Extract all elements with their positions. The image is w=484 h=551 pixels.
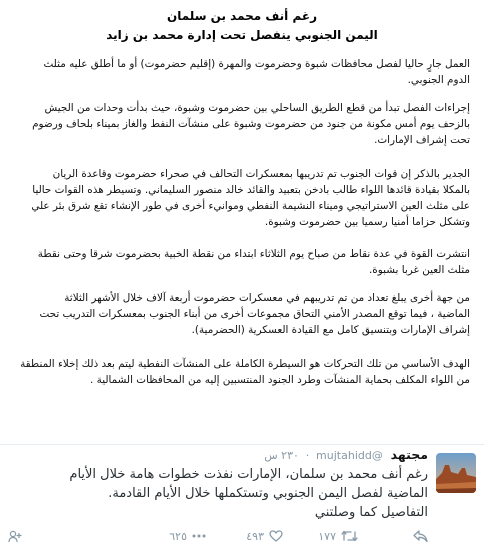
more-count: ٦٢٥ xyxy=(169,529,187,543)
article-line: من جهة أخرى يبلغ تعداد من تم تدريبهم في معسكرات حضرموت أربعة آلاف خلال الأشهر الثلاثة xyxy=(64,292,470,304)
tweet-time[interactable]: ٢٣٠ س xyxy=(264,449,299,462)
article-line: من اللواء المكلف بحماية المنشآت وطرد الجنود المنتسبين إليه من المحافظات الشمالية . xyxy=(90,374,470,386)
retweet-icon xyxy=(341,530,358,542)
article-line: انتشرت القوة في عدة نقاط من صباح يوم الثلاثاء ابتداء من نقطة الخبية بحضرموت شرقا وحتى نقطة xyxy=(37,248,470,260)
tweet-header xyxy=(264,447,428,465)
article-paragraph-1 xyxy=(14,56,470,88)
like-button[interactable] xyxy=(246,527,283,545)
avatar[interactable] xyxy=(436,453,476,493)
article-line: بالزحف يوم أمس مكونة من جنود من حضرموت وشبوة على منشآت النفط والغاز بميناء بلحاف ورضوم xyxy=(32,118,470,130)
reply-button[interactable] xyxy=(413,527,428,545)
article-line: الماضية ، فيما توقع المصدر الأمني التحاق مجموعات أخرى من أبناء الجنوب بمعسكرات التدريب تحت xyxy=(39,308,470,320)
article-title-line1: رغم أنف محمد بن سلمان xyxy=(167,9,317,23)
heart-icon xyxy=(269,530,283,542)
article-line: العمل جارٍ حاليا لفصل محافظات شبوة وحضرموت والمهرة (إقليم حضرموت) أو ما أطلق عليه مثلث xyxy=(43,58,470,70)
tweet-text-line: الماضية لفصل اليمن الجنوبي وتستكملها خلال الأيام القادمة. xyxy=(108,486,428,501)
article-title-line2: اليمن الجنوبي ينفصل تحت إدارة محمد بن زايد xyxy=(106,28,378,42)
more-dots-icon xyxy=(192,530,206,542)
author-name[interactable]: مجتهد xyxy=(390,447,428,462)
article-line: على مثلث العين الاستراتيجي وميناء النشيمة النفطي وموانيء أخرى في طور الإنشاء تقع شرق بئر علي xyxy=(31,200,470,212)
tweet-card[interactable] xyxy=(0,444,484,551)
article-line: الجدير بالذكر إن قوات الجنوب تم تدريبها بمعسكرات التحالف في صحراء حضرموت وقاعدة الريان xyxy=(52,168,470,180)
more-button[interactable] xyxy=(169,527,206,545)
tweet-actions xyxy=(8,527,428,545)
article-line: إجراءات الفصل تبدأ من قطع الطريق الساحلي بين حضرموت وشبوة، حيث بدأت وحدات من الجيش xyxy=(44,102,470,114)
article-paragraph-5 xyxy=(14,290,470,338)
like-count: ٤٩٣ xyxy=(246,529,264,543)
article-paragraph-2 xyxy=(14,100,470,148)
tweet-text-line: التفاصيل كما وصلتني xyxy=(314,505,428,520)
retweet-button[interactable] xyxy=(318,527,358,545)
separator-dot: · xyxy=(305,449,310,462)
author-handle[interactable]: @mujtahidd xyxy=(316,449,383,462)
follow-user-button[interactable] xyxy=(8,527,22,545)
tweet-text-line: رغم أنف محمد بن سلمان، الإمارات نفذت خطوات هامة خلال الأيام xyxy=(69,467,428,482)
article-line: الدوم الجنوبي. xyxy=(407,74,470,86)
article-line: إشراف الإمارات وبتنسيق كامل مع القيادة العسكرية (الحضرمية). xyxy=(191,324,470,336)
article-line: بالمكلا بقيادة قائدها اللواء طالب بادخن بتعبيد والقائد خالد منصور السليماني. وتسيطر هذه القوات حاليا xyxy=(32,184,470,196)
article-line: وتشكل حزاما أمنيا رسميا بين حضرموت وشبوة. xyxy=(264,216,470,228)
retweet-count: ١٧٧ xyxy=(318,529,336,543)
article-line: الهدف الأساسي من تلك التحركات هو السيطرة الكاملة على المنشآت النفطية ليتم بعد ذلك إخلاء المنطقة xyxy=(20,358,470,370)
article-paragraph-6 xyxy=(14,356,470,388)
tweet-text xyxy=(8,465,428,522)
follow-user-icon xyxy=(8,530,22,543)
article-paragraph-4 xyxy=(14,246,470,278)
article-line: مثلث العين غربا بشبوة. xyxy=(369,264,470,276)
desert-landscape-avatar-icon xyxy=(436,453,476,493)
article-line: تحت إشراف الإمارات. xyxy=(374,134,470,146)
reply-icon xyxy=(413,530,428,543)
article-paragraph-3 xyxy=(14,166,470,230)
